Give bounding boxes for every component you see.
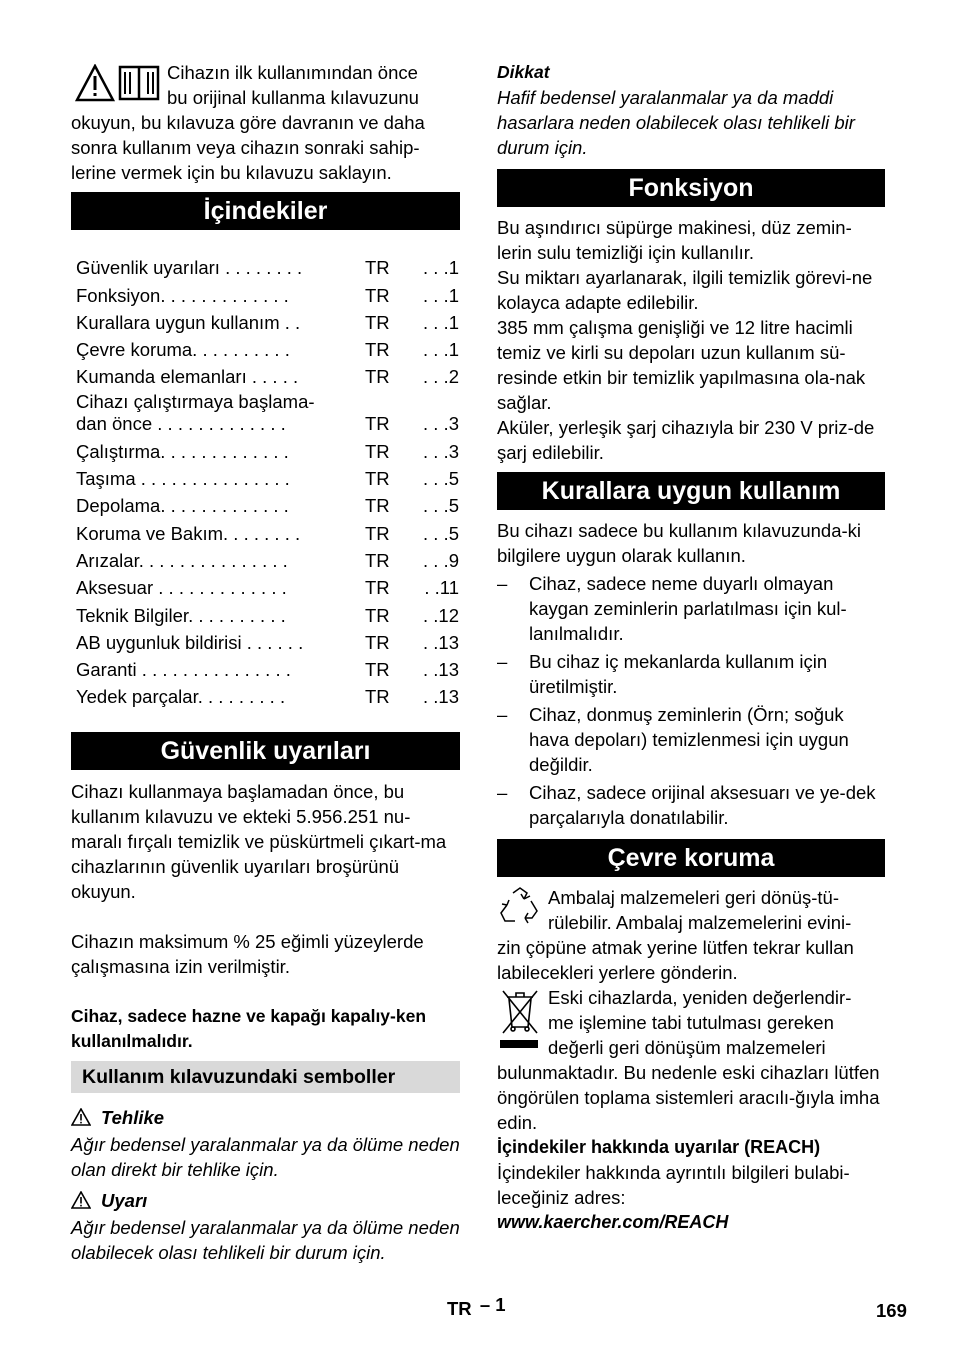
danger-label-row bbox=[71, 1102, 460, 1132]
list-item: – Cihaz, sadece orijinal aksesuarı ve ye-dek parçalarıyla donatılabilir. bbox=[497, 780, 885, 830]
danger-label: Tehlike bbox=[101, 1106, 165, 1128]
function-paragraph-1: Bu aşındırıcı süpürge makinesi, düz zemin-lerin sulu temizliği için kullanılır. bbox=[497, 217, 852, 263]
toc-row[interactable] bbox=[76, 307, 460, 334]
function-paragraph-4: Aküler, yerleşik şarj cihazıyla bir 230 V priz-de şarj edilebilir. bbox=[497, 417, 875, 463]
toc-entry-name: Arızalar. . . . . . . . . . . . . . . bbox=[76, 549, 288, 571]
reach-url[interactable]: www.kaercher.com/REACH bbox=[497, 1212, 729, 1232]
safety-heading: Güvenlik uyarıları bbox=[71, 732, 460, 770]
toc-row[interactable] bbox=[76, 627, 460, 654]
manual-book-icon bbox=[117, 64, 161, 102]
warning-manual-icons bbox=[71, 60, 167, 106]
toc-entry-name-line-1: Cihazı çalıştırmaya başlama- bbox=[76, 391, 315, 413]
toc-entry-name: Çalıştırma. . . . . . . . . . . . . bbox=[76, 440, 289, 462]
left-column bbox=[71, 60, 460, 1265]
toc-entry-name bbox=[76, 391, 365, 435]
toc-entry-lang: TR bbox=[365, 631, 390, 653]
recycle-icon bbox=[497, 885, 543, 931]
intro-line-1: Cihazın ilk kullanımından önce bbox=[167, 62, 418, 83]
toc-entry-page: . . .1 bbox=[423, 284, 459, 306]
toc-entry-page: . . .3 bbox=[423, 413, 459, 435]
toc-entry-page: . . .1 bbox=[423, 339, 459, 361]
intro-block bbox=[71, 60, 460, 185]
proper-use-intro: Bu cihazı sadece bu kullanım kılavuzunda-ki bilgilere uygun olarak kullanın. bbox=[497, 520, 862, 566]
reach-text: İçindekiler hakkında ayrıntılı bilgileri bulabi-leceğiniz adres: bbox=[497, 1162, 850, 1208]
recycle-line-1: Ambalaj malzemeleri geri dönüş-tü- bbox=[548, 887, 839, 908]
toc-entry-name: AB uygunluk bildirisi . . . . . . bbox=[76, 631, 304, 653]
toc-entry-name: Yedek parçalar. . . . . . . . . bbox=[76, 686, 286, 708]
toc-entry-lang: TR bbox=[365, 366, 390, 388]
toc-entry-lang: TR bbox=[365, 468, 390, 490]
toc-entry-page: . .13 bbox=[423, 686, 459, 708]
toc-entry-page: . . .9 bbox=[423, 549, 459, 571]
toc-entry-page: . . .5 bbox=[423, 495, 459, 517]
toc-entry-page: . . .5 bbox=[423, 522, 459, 544]
toc-row[interactable] bbox=[76, 572, 460, 599]
warning-label: Uyarı bbox=[101, 1189, 148, 1211]
toc-entry-page: . . .2 bbox=[423, 366, 459, 388]
weee-text: bulunmaktadır. Bu nedenle eski cihazları lütfen öngörülen toplama sistemleri aracılı-ğıyla imha edin. bbox=[497, 1062, 880, 1133]
symbols-heading: Kullanım kılavuzundaki semboller bbox=[71, 1061, 460, 1093]
weee-line-3: değerli geri dönüşüm malzemeleri bbox=[548, 1037, 826, 1058]
caution-label: Dikkat bbox=[497, 62, 550, 82]
toc-entry-name: Güvenlik uyarıları . . . . . . . . bbox=[76, 257, 303, 279]
toc-entry-lang: TR bbox=[365, 495, 390, 517]
toc-row[interactable] bbox=[76, 361, 460, 388]
weee-line-2: me işlemine tabi tutulması gereken bbox=[548, 1012, 834, 1033]
toc-entry-lang: TR bbox=[365, 339, 390, 361]
toc-entry-page: . .12 bbox=[423, 604, 459, 626]
toc-entry-lang: TR bbox=[365, 413, 390, 435]
recycle-text: zin çöpüne atmak yerine lütfen tekrar kullan labilecekleri yerlere gönderin. bbox=[497, 937, 854, 983]
weee-block bbox=[497, 985, 885, 1135]
toc-entry-name: Çevre koruma. . . . . . . . . . bbox=[76, 339, 290, 361]
toc-row[interactable] bbox=[76, 334, 460, 361]
footer-language: TR – 1 bbox=[447, 1294, 506, 1319]
intro-text: okuyun, bu kılavuza göre davranın ve daha sonra kullanım veya cihazın sonraki sahip-lerine vermek için bu kılavuzu saklayın. bbox=[71, 112, 425, 183]
toc-entry-lang: TR bbox=[365, 257, 390, 279]
safety-paragraph-2: Cihazın maksimum % 25 eğimli yüzeylerde çalışmasına izin verilmiştir. bbox=[71, 931, 424, 978]
proper-use-list bbox=[497, 571, 885, 830]
warning-triangle-small-icon bbox=[71, 1191, 91, 1209]
toc-row[interactable] bbox=[76, 681, 460, 708]
function-body bbox=[497, 215, 885, 465]
toc-entry-lang: TR bbox=[365, 549, 390, 571]
warning-text: Ağır bedensel yaralanmalar ya da ölüme neden olabilecek olası tehlikeli bir durum için. bbox=[71, 1217, 460, 1264]
list-item: – Cihaz, sadece neme duyarlı olmayan kaygan zeminlerin parlatılması için kul-lanılmalıdır. bbox=[497, 571, 885, 646]
list-item: – Cihaz, donmuş zeminlerin (Örn; soğuk hava depoları) temizlenmesi için uygun değildir. bbox=[497, 702, 885, 777]
toc-entry-lang: TR bbox=[365, 686, 390, 708]
toc-entry-lang: TR bbox=[365, 440, 390, 462]
toc-entry-name: Kurallara uygun kullanım . . bbox=[76, 311, 301, 333]
toc-row[interactable] bbox=[76, 545, 460, 572]
safety-paragraph-3: Cihaz, sadece hazne ve kapağı kapalıy-ken kullanılmalıdır. bbox=[71, 1006, 427, 1052]
toc-row[interactable] bbox=[76, 490, 460, 517]
toc-row[interactable] bbox=[76, 463, 460, 490]
danger-text: Ağır bedensel yaralanmalar ya da ölüme neden olan direkt bir tehlike için. bbox=[71, 1134, 460, 1181]
toc-entry-page: . . .3 bbox=[423, 440, 459, 462]
intro-line-2: bu orijinal kullanma kılavuzunu bbox=[167, 87, 419, 108]
caution-text: Hafif bedensel yaralanmalar ya da maddi hasarlara neden olabilecek olası tehlikeli bir durum için. bbox=[497, 87, 855, 158]
toc-entry-name-line-2: dan önce . . . . . . . . . . . . . bbox=[76, 413, 286, 435]
toc-row[interactable] bbox=[76, 252, 460, 279]
warning-label-row bbox=[71, 1185, 460, 1215]
toc-row[interactable] bbox=[76, 599, 460, 626]
right-column bbox=[497, 60, 885, 1235]
toc-row[interactable] bbox=[76, 388, 460, 435]
toc-entry-name: Garanti . . . . . . . . . . . . . . . bbox=[76, 659, 291, 681]
danger-triangle-icon bbox=[71, 1108, 91, 1126]
weee-line-1: Eski cihazlarda, yeniden değerlendir- bbox=[548, 987, 852, 1008]
toc-entry-name: Kumanda elemanları . . . . . bbox=[76, 366, 299, 388]
proper-use-heading: Kurallara uygun kullanım bbox=[497, 472, 885, 510]
toc-entry-page: . .11 bbox=[424, 577, 459, 599]
toc-entry-lang: TR bbox=[365, 577, 390, 599]
function-heading: Fonksiyon bbox=[497, 169, 885, 207]
toc-entry-page: . .13 bbox=[423, 631, 459, 653]
toc-entry-page: . .13 bbox=[423, 659, 459, 681]
toc-row[interactable] bbox=[76, 517, 460, 544]
function-paragraph-3: 385 mm çalışma genişliği ve 12 litre hacimli temiz ve kirli su depoları uzun kullanım sü-resinde etkin bir temizlik yapılmasına ola-nak sağlar. bbox=[497, 317, 866, 413]
toc-entry-lang: TR bbox=[365, 284, 390, 306]
toc-row[interactable] bbox=[76, 435, 460, 462]
toc-entry-page: . . .1 bbox=[423, 257, 459, 279]
toc-entry-lang: TR bbox=[365, 311, 390, 333]
toc-entry-page: . . .5 bbox=[423, 468, 459, 490]
safety-paragraph-1: Cihazı kullanmaya başlamadan önce, bu kullanım kılavuzu ve ekteki 5.956.251 nu-maralı fırçalı temizlik ve püskürtmeli çıkart-ma cihazlarının güvenlik uyarıları broşürünü okuyun. bbox=[71, 781, 447, 903]
toc-entry-lang: TR bbox=[365, 604, 390, 626]
environment-heading: Çevre koruma bbox=[497, 839, 885, 877]
page-number: 169 bbox=[876, 1300, 907, 1321]
toc-heading: İçindekiler bbox=[71, 192, 460, 230]
list-item: – Bu cihaz iç mekanlarda kullanım için üretilmiştir. bbox=[497, 649, 885, 699]
recycle-line-2: rülebilir. Ambalaj malzemelerini evini- bbox=[548, 912, 852, 933]
toc-list bbox=[71, 252, 460, 708]
toc-entry-name: Aksesuar . . . . . . . . . . . . . bbox=[76, 577, 287, 599]
toc-row[interactable] bbox=[76, 654, 460, 681]
recycle-block bbox=[497, 885, 885, 985]
reach-title: İçindekiler hakkında uyarılar (REACH) bbox=[497, 1137, 821, 1157]
warning-triangle-icon bbox=[75, 64, 115, 102]
function-paragraph-2: Su miktarı ayarlanarak, ilgili temizlik görevi-ne kolayca adapte edilebilir. bbox=[497, 267, 873, 313]
toc-entry-name: Koruma ve Bakım. . . . . . . . bbox=[76, 522, 301, 544]
toc-entry-lang: TR bbox=[365, 522, 390, 544]
toc-entry-name: Fonksiyon. . . . . . . . . . . . . bbox=[76, 284, 289, 306]
toc-entry-name: Taşıma . . . . . . . . . . . . . . . bbox=[76, 468, 290, 490]
toc-entry-name: Teknik Bilgiler. . . . . . . . . . bbox=[76, 604, 286, 626]
crossed-bin-icon bbox=[497, 985, 543, 1057]
toc-row[interactable] bbox=[76, 279, 460, 306]
toc-entry-name: Depolama. . . . . . . . . . . . . bbox=[76, 495, 289, 517]
toc-entry-page: . . .1 bbox=[423, 311, 459, 333]
toc-entry-lang: TR bbox=[365, 659, 390, 681]
